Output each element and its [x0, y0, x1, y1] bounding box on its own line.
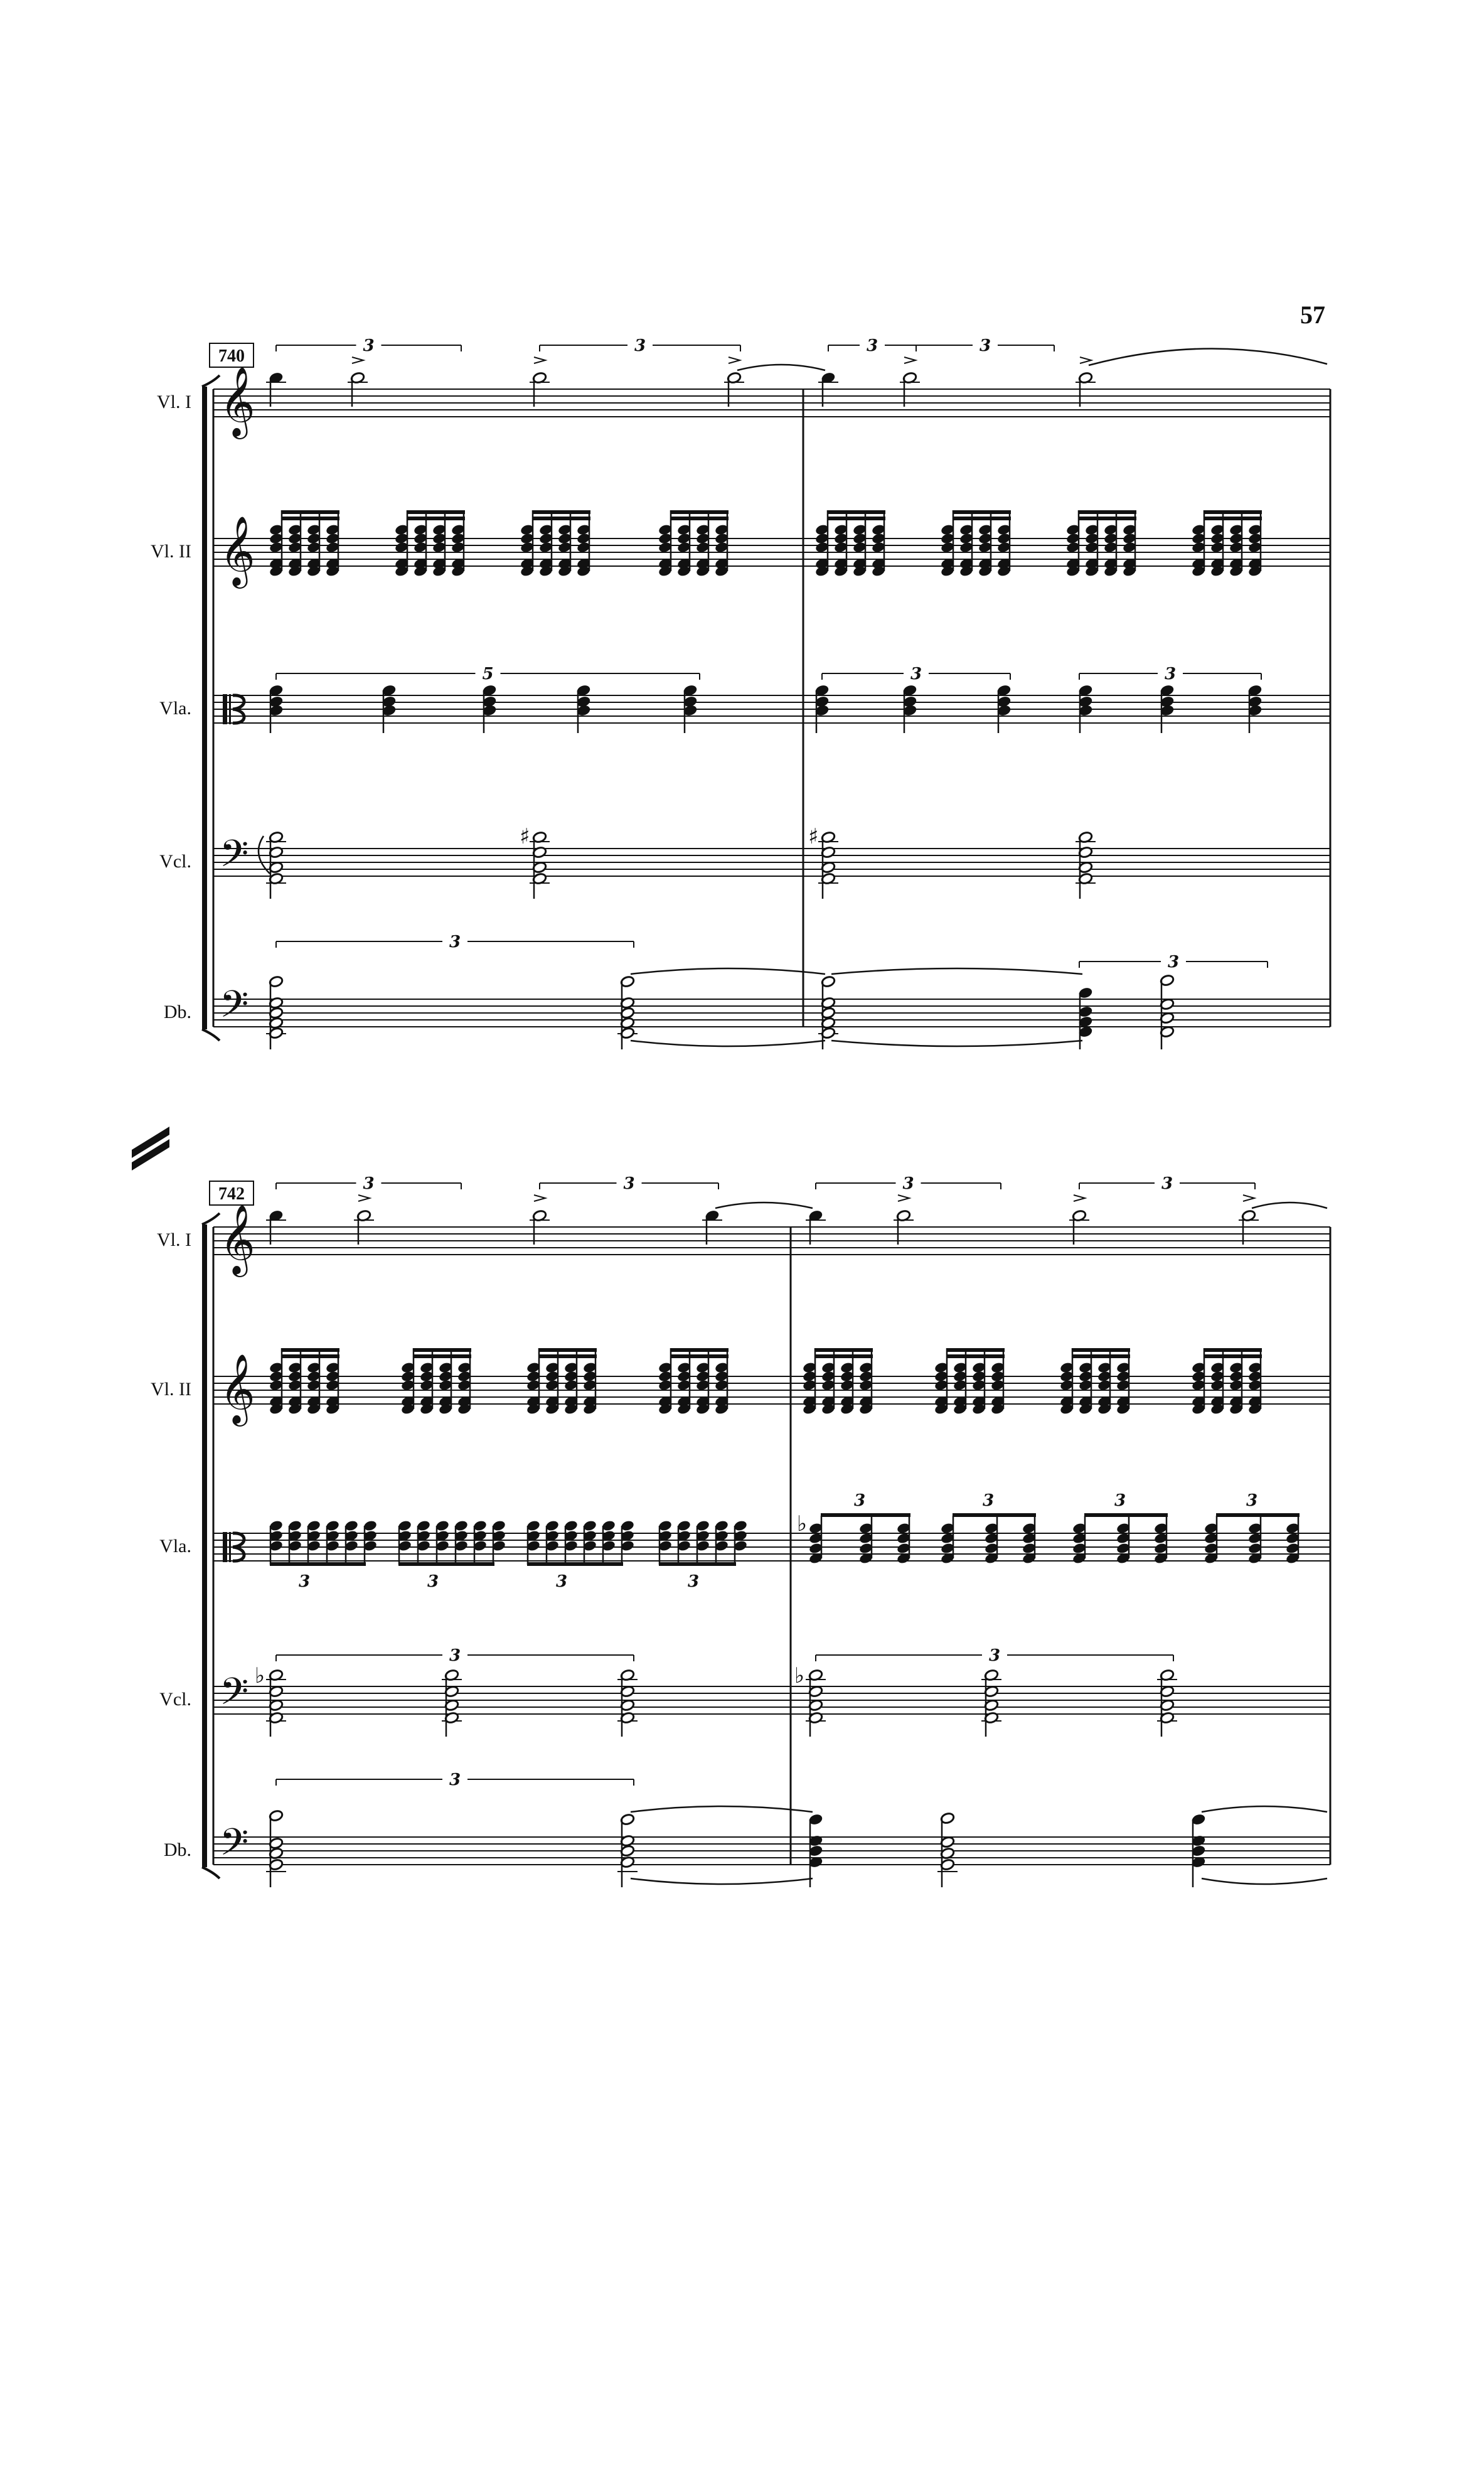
vla-beam-group: [526, 1519, 635, 1566]
vla-chord: [814, 684, 830, 733]
flat-accidental: ♭: [797, 1511, 808, 1536]
vl2-beam-group: [269, 510, 340, 577]
vcl-tuplet: [816, 1646, 1173, 1665]
tuplet-number: 3: [363, 336, 375, 355]
beam: [1204, 1354, 1262, 1358]
vla-beam-group: [658, 1519, 748, 1566]
tuplet-number: 3: [988, 1646, 1001, 1665]
staff-vl2: [213, 1376, 1330, 1404]
instrument-name: Vla.: [159, 1536, 191, 1556]
vl2-beam-group: [1191, 510, 1262, 577]
beam: [413, 1354, 471, 1358]
db-tuplet: [276, 933, 634, 951]
beam: [1078, 510, 1136, 514]
beam: [1216, 1513, 1300, 1517]
tuplet-number: 3: [1167, 953, 1180, 972]
vla-chord: [683, 684, 698, 733]
staff-vcl: [213, 849, 1330, 876]
staff-vl1: [213, 389, 1330, 417]
bass-clef: 𝄢: [220, 832, 249, 884]
beam: [659, 1562, 736, 1566]
tuplet-number: 3: [449, 933, 461, 951]
tie: [631, 1878, 813, 1884]
vla-chord: [902, 684, 917, 733]
beam: [532, 510, 590, 514]
instrument-name: Vl. I: [157, 1230, 191, 1250]
tie: [1252, 1203, 1327, 1208]
vla-beam-group: [1072, 1513, 1168, 1565]
bass-clef: 𝄢: [220, 982, 249, 1035]
vl2-beam-group: [658, 510, 729, 577]
alto-clef-bar: [223, 694, 227, 724]
tuplet-number: 3: [1161, 1174, 1173, 1193]
beam: [270, 1562, 366, 1566]
tuplet-number: 3: [902, 1174, 914, 1193]
accent-mark: [904, 357, 915, 363]
vla-tuplet-number: 3: [1246, 1491, 1258, 1510]
tuplet-number: 3: [866, 336, 878, 355]
bass-clef: 𝄢: [220, 1669, 249, 1722]
beam: [827, 517, 885, 520]
beam: [670, 1348, 729, 1352]
instrument-name: Vcl.: [159, 851, 191, 872]
beam: [953, 510, 1011, 514]
bracket-hook: [202, 1867, 220, 1878]
tie: [1202, 1878, 1327, 1884]
vl2-beam-group: [400, 1348, 472, 1415]
vla-tuplet-number: 3: [982, 1491, 995, 1510]
vla-chord: [1247, 684, 1262, 733]
vl2-beam-group: [940, 510, 1012, 577]
alto-clef-bar: [229, 1532, 231, 1562]
accent-mark: [534, 1195, 545, 1201]
vla-beam-group: [808, 1513, 911, 1565]
bracket-hook: [202, 1029, 220, 1041]
bracket-hook: [202, 1213, 220, 1224]
vl2-beam-group: [1191, 1348, 1262, 1415]
vla-chord: [576, 684, 591, 733]
beam: [398, 1562, 494, 1566]
staff-vl2: [213, 538, 1330, 566]
tie: [631, 1806, 813, 1812]
beam: [281, 517, 339, 520]
accent-mark: [1074, 1195, 1085, 1201]
vl2-beam-group: [1059, 1348, 1131, 1415]
tie: [715, 1203, 813, 1208]
vla-chord: [382, 684, 397, 733]
vcl-tuplet: [276, 1646, 634, 1665]
beam: [1204, 1348, 1262, 1352]
vla-tuplet-number: 3: [427, 1572, 439, 1591]
beam: [946, 1348, 1005, 1352]
instrument-name: Vcl.: [159, 1689, 191, 1710]
vl2-beam-group: [658, 1348, 729, 1415]
sharp-accidental: ♯: [520, 824, 530, 849]
db-tuplet: [1079, 953, 1268, 972]
beam: [1078, 517, 1136, 520]
vla-tuplet: [1079, 665, 1261, 683]
vla-beam-group: [940, 1513, 1037, 1565]
tuplet-number: 3: [634, 336, 646, 355]
instrument-name: Vl. II: [151, 541, 191, 562]
beam: [1072, 1354, 1130, 1358]
system-bracket: [202, 1224, 207, 1867]
beam: [953, 1513, 1036, 1517]
tuplet-number: 3: [910, 665, 922, 683]
vla-chord: [482, 684, 497, 733]
accent-mark: [358, 1195, 370, 1201]
vl1-tuplet: [816, 1174, 1001, 1193]
instrument-name: Vl. II: [151, 1379, 191, 1400]
vl2-beam-group: [802, 1348, 873, 1415]
vl1-tuplet: [276, 336, 461, 355]
db-tuplet: [276, 1771, 634, 1789]
vl2-beam-group: [814, 510, 886, 577]
vla-beam-group: [397, 1519, 506, 1566]
accent-mark: [534, 357, 545, 363]
vl1-tuplet: [1079, 1174, 1255, 1193]
vla-tuplet: [822, 665, 1010, 683]
beam: [670, 517, 729, 520]
tie: [831, 1041, 1082, 1046]
vl1-tuplet: [916, 336, 1054, 355]
beam: [281, 1348, 339, 1352]
vla-tuplet: [276, 665, 700, 683]
page-number: 57: [1300, 301, 1325, 329]
slur: [1089, 348, 1327, 365]
treble-clef: 𝄞: [220, 1353, 255, 1423]
vl2-beam-group: [934, 1348, 1005, 1415]
accent-mark: [352, 357, 363, 363]
beam: [814, 1354, 873, 1358]
vla-tuplet-number: 3: [298, 1572, 311, 1591]
vla-chord: [996, 684, 1012, 733]
tie: [631, 968, 825, 974]
vla-tuplet-number: 3: [853, 1491, 866, 1510]
beam: [281, 510, 339, 514]
measure-number: 742: [218, 1184, 245, 1204]
vla-tuplet-number: 3: [555, 1572, 568, 1591]
vla-tuplet-number: 3: [1114, 1491, 1126, 1510]
beam: [527, 1562, 623, 1566]
vla-tuplet-number: 3: [687, 1572, 700, 1591]
beam: [670, 1354, 729, 1358]
flat-accidental: ♭: [255, 1663, 265, 1688]
beam: [532, 517, 590, 520]
beam: [814, 1348, 873, 1352]
instrument-name: Vla.: [159, 698, 191, 719]
alto-clef-bar: [223, 1532, 227, 1562]
tie: [631, 1041, 825, 1046]
tuplet-number: 3: [449, 1646, 461, 1665]
tie: [1202, 1806, 1327, 1812]
tuplet-number: 3: [363, 1174, 375, 1193]
system-separator: [132, 1127, 169, 1171]
beam: [1084, 1513, 1168, 1517]
tuplet-number: 5: [482, 665, 494, 683]
beam: [407, 510, 465, 514]
accent-mark: [898, 1195, 909, 1201]
bass-clef: 𝄢: [220, 1820, 249, 1873]
vl1-tuplet: [276, 1174, 461, 1193]
treble-clef: 𝄞: [220, 1204, 255, 1274]
treble-clef: 𝄞: [220, 366, 255, 436]
beam: [827, 510, 885, 514]
tuplet-number: 3: [1164, 665, 1177, 683]
vl2-beam-group: [1065, 510, 1137, 577]
instrument-name: Db.: [163, 1840, 191, 1860]
system-bracket: [202, 387, 207, 1029]
beam: [538, 1354, 597, 1358]
staff-db: [213, 1837, 1330, 1865]
instrument-name: Db.: [163, 1002, 191, 1022]
beam: [407, 517, 465, 520]
treble-clef: 𝄞: [220, 515, 255, 586]
tuplet-number: 3: [623, 1174, 635, 1193]
beam: [953, 517, 1011, 520]
beam: [1204, 517, 1262, 520]
beam: [1072, 1348, 1130, 1352]
vl2-beam-group: [269, 1348, 340, 1415]
beam: [946, 1354, 1005, 1358]
vl2-beam-group: [520, 510, 591, 577]
staff-vl1: [213, 1227, 1330, 1255]
beam: [1204, 510, 1262, 514]
flat-accidental: ♭: [794, 1663, 805, 1688]
alto-clef-bar: [229, 694, 231, 724]
measure-number: 740: [218, 346, 245, 366]
vla-chord: [269, 684, 284, 733]
beam: [413, 1348, 471, 1352]
vl2-beam-group: [526, 1348, 597, 1415]
vla-chord: [1078, 684, 1093, 733]
vl1-tuplet: [540, 336, 740, 355]
instrument-name: Vl. I: [157, 392, 191, 412]
vla-beam-group: [1204, 1513, 1300, 1565]
accent-mark: [1080, 357, 1091, 363]
beam: [538, 1348, 597, 1352]
beam: [281, 1354, 339, 1358]
vla-chord: [1160, 684, 1175, 733]
beam: [821, 1513, 910, 1517]
beam: [670, 510, 729, 514]
tie: [831, 968, 1082, 974]
tie: [737, 365, 825, 370]
vl1-tuplet: [828, 336, 916, 355]
accent-mark: [1243, 1195, 1254, 1201]
vla-beam-group: [269, 1519, 378, 1566]
tuplet-number: 3: [449, 1771, 461, 1789]
bracket-hook: [202, 375, 220, 387]
vl1-tuplet: [540, 1174, 718, 1193]
tuplet-number: 3: [979, 336, 991, 355]
sharp-accidental: ♯: [808, 824, 819, 849]
vl2-beam-group: [394, 510, 466, 577]
accent-mark: [729, 357, 740, 363]
